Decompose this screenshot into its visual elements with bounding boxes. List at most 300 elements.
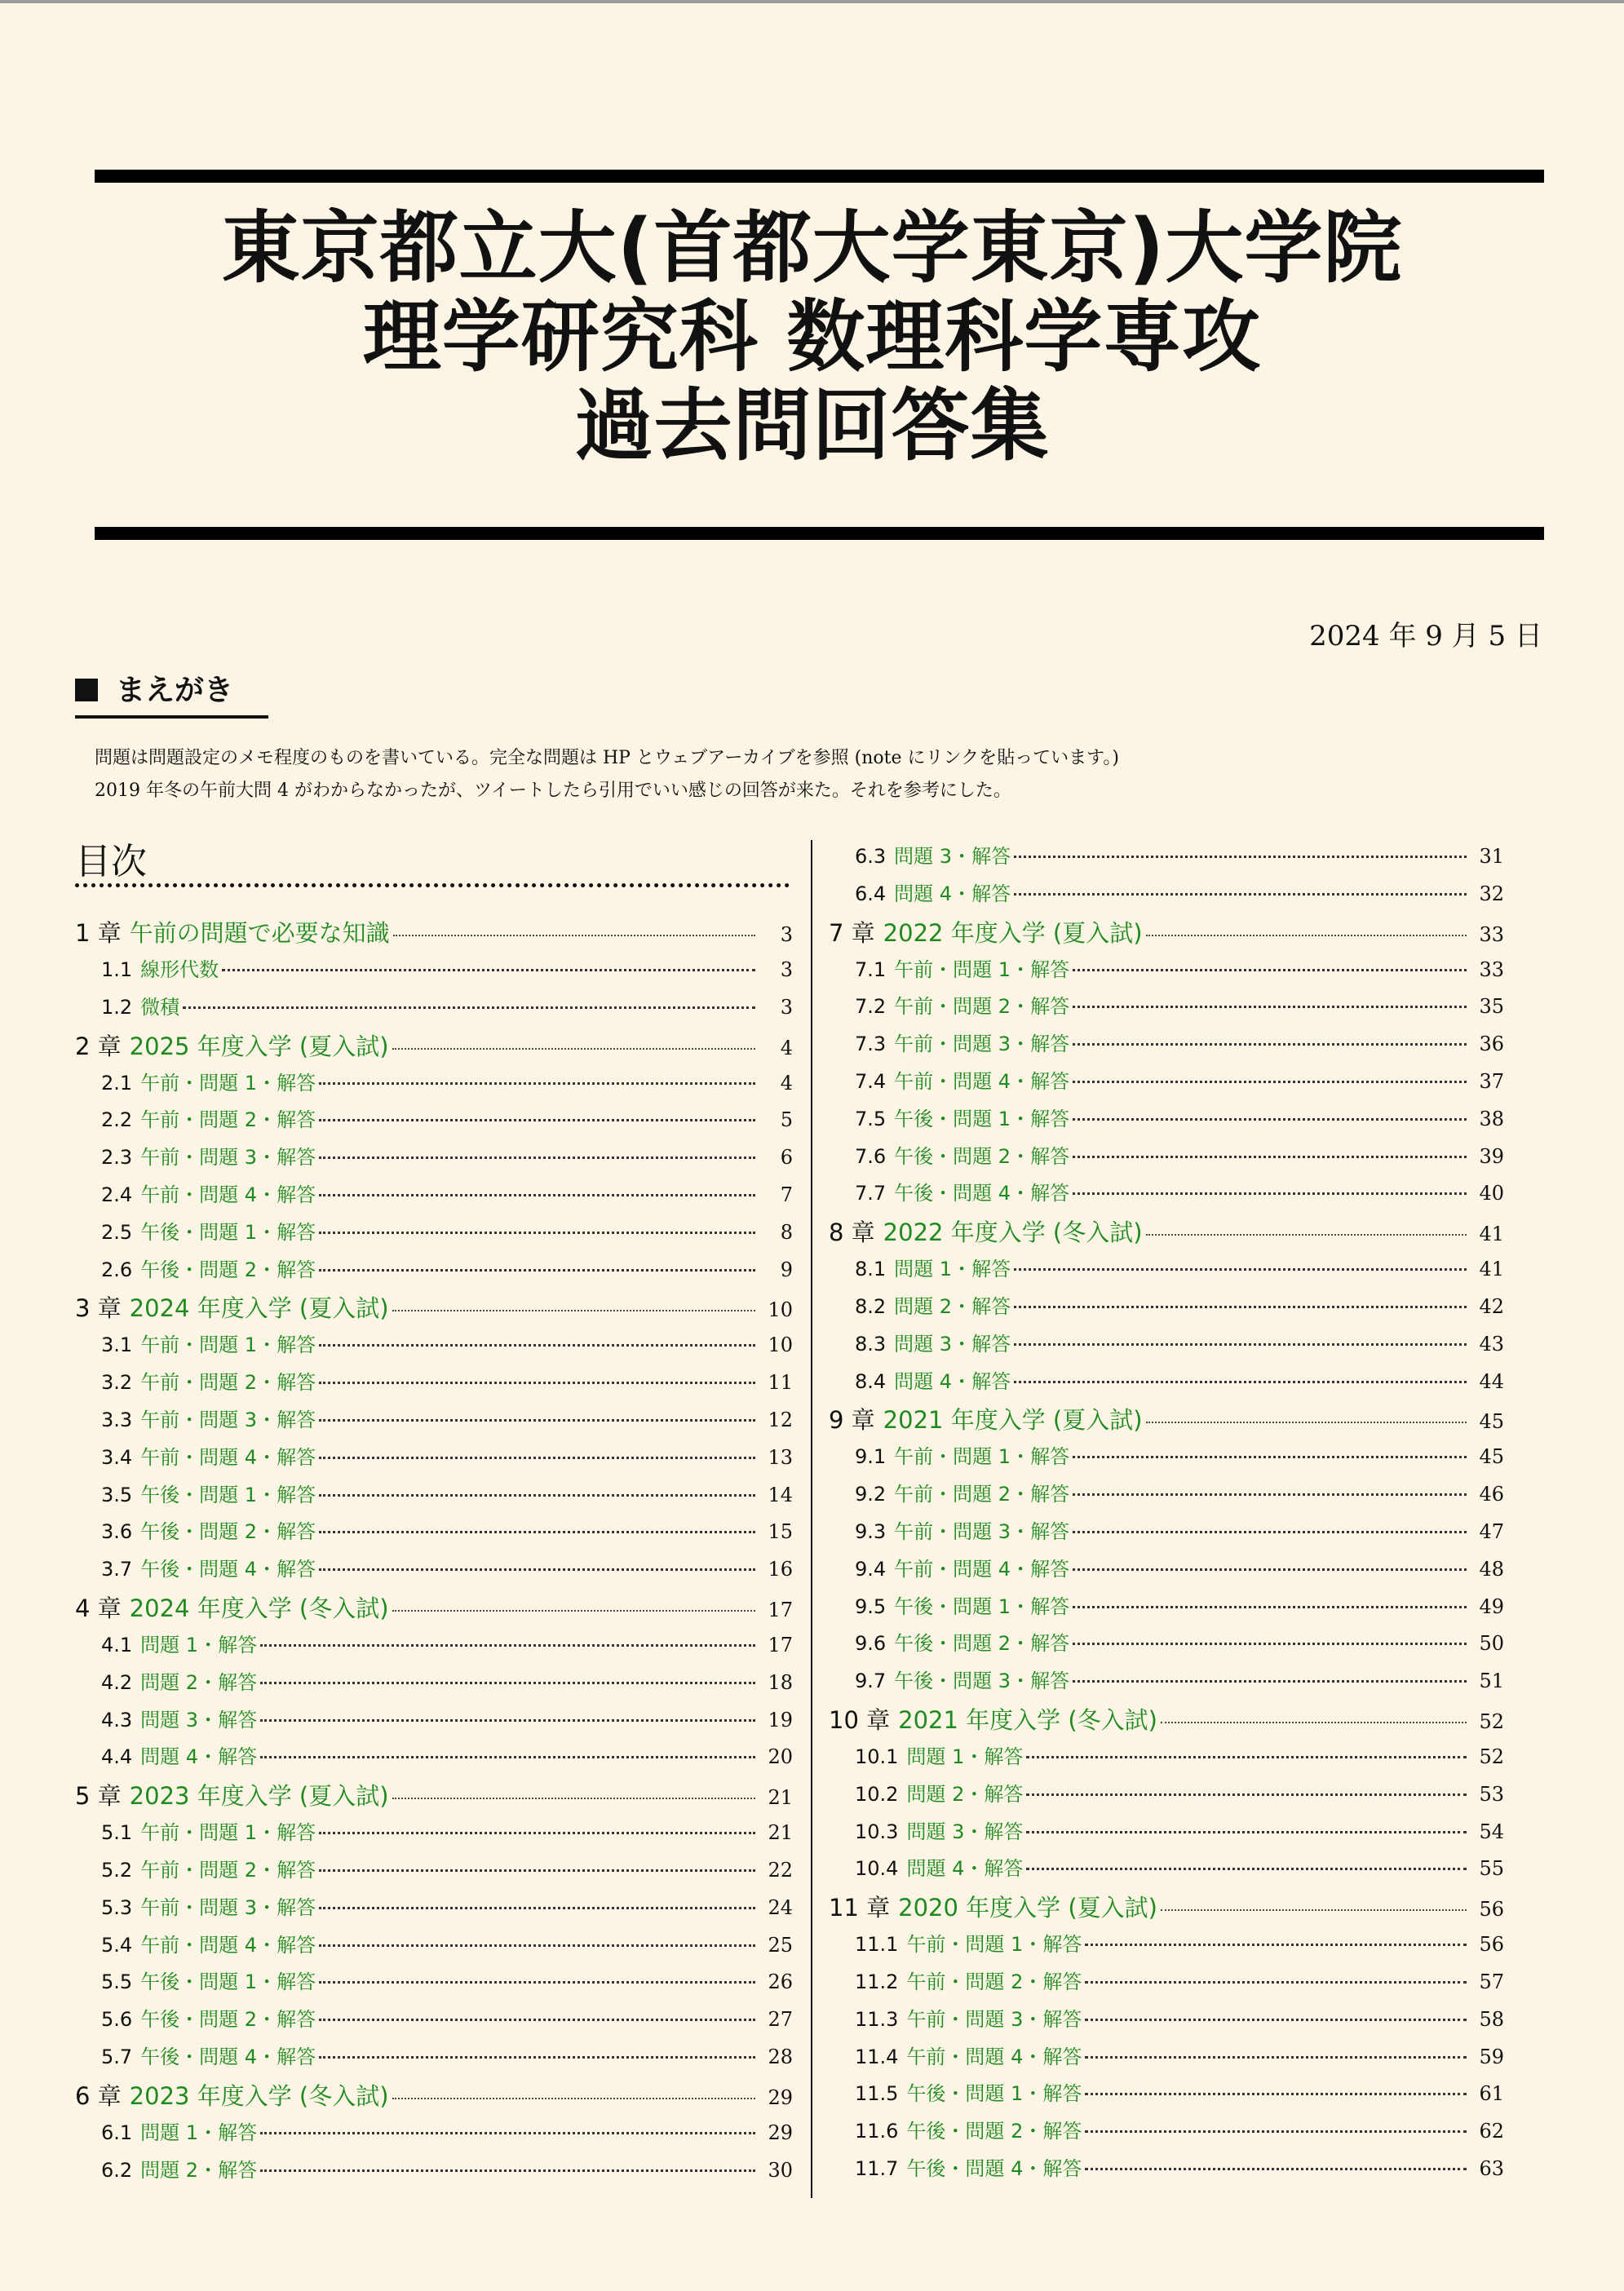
toc-entry-number: 5.3	[101, 1895, 133, 1919]
toc-entry-link[interactable]: 午前・問題 4・解答	[140, 1445, 316, 1469]
toc-entry-number: 8.4	[855, 1369, 887, 1393]
toc-dot-leader	[319, 1869, 755, 1872]
toc-section-entry[interactable]	[75, 2116, 793, 2154]
toc-section-entry[interactable]	[829, 1816, 1504, 1853]
toc-section-entry[interactable]	[75, 2154, 793, 2191]
toc-entry-link[interactable]: 午前・問題 1・解答	[140, 1333, 316, 1357]
toc-dot-leader	[1085, 2019, 1467, 2021]
toc-entry-number: 6 章	[75, 2081, 122, 2110]
toc-section-entry[interactable]	[75, 1479, 793, 1516]
toc-dot-leader	[1073, 1531, 1467, 1533]
toc-entry-link[interactable]: 午後・問題 1・解答	[906, 2082, 1082, 2106]
toc-page-number: 47	[1479, 1519, 1504, 1543]
toc-dot-leader	[1073, 1643, 1467, 1645]
toc-page-number: 35	[1479, 995, 1504, 1019]
toc-dot-leader	[1026, 1868, 1467, 1870]
toc-entry-number: 11.2	[855, 1970, 899, 1993]
toc-page-number: 54	[1479, 1820, 1504, 1843]
toc-page-number: 27	[768, 2008, 793, 2032]
toc-page-number: 39	[1479, 1144, 1504, 1168]
toc-entry-number: 4 章	[75, 1594, 122, 1622]
toc-entry-link[interactable]: 午後・問題 2・解答	[140, 1258, 316, 1281]
toc-chapter-entry[interactable]	[75, 1778, 793, 1816]
toc-entry-link[interactable]: 午前・問題 4・解答	[140, 1933, 316, 1957]
toc-entry-link[interactable]: 問題 3・解答	[140, 1708, 258, 1732]
toc-section-entry[interactable]	[75, 1141, 793, 1179]
toc-entry-link[interactable]: 午前・問題 2・解答	[894, 1483, 1070, 1506]
toc-dot-leader	[1146, 1234, 1467, 1236]
toc-entry-number: 2 章	[75, 1032, 122, 1060]
toc-entry-link[interactable]: 問題 2・解答	[140, 1670, 258, 1694]
toc-entry-number: 5.2	[101, 1858, 133, 1882]
toc-entry-link[interactable]: 午後・問題 4・解答	[140, 1558, 316, 1581]
toc-section-entry[interactable]	[75, 2041, 793, 2078]
toc-entry-link[interactable]: 午後・問題 2・解答	[140, 1520, 316, 1544]
toc-entry-number: 3.3	[101, 1408, 133, 1431]
toc-entry-link[interactable]: 午前・問題 4・解答	[140, 1183, 316, 1206]
toc-entry-link[interactable]: 午前・問題 2・解答	[140, 1371, 316, 1395]
toc-entry-number: 4.3	[101, 1708, 133, 1732]
toc-page-number: 21	[768, 1821, 793, 1845]
toc-section-entry[interactable]	[829, 1290, 1504, 1328]
toc-entry-link[interactable]: 2020 年度入学 (夏入試)	[898, 1894, 1157, 1922]
toc-section-entry[interactable]	[75, 1891, 793, 1929]
toc-entry-number: 3.2	[101, 1371, 133, 1395]
toc-section-entry[interactable]	[75, 1740, 793, 1778]
toc-entry-link[interactable]: 午前・問題 1・解答	[140, 1821, 316, 1845]
toc-section-entry[interactable]	[829, 1065, 1504, 1103]
toc-page-number: 37	[1479, 1069, 1504, 1093]
toc-dot-leader	[319, 1344, 755, 1347]
toc-entry-number: 3.7	[101, 1558, 133, 1581]
toc-entry-link[interactable]: 午後・問題 1・解答	[140, 1483, 316, 1506]
toc-dot-leader	[392, 2098, 755, 2099]
toc-entry-link[interactable]: 午前・問題 2・解答	[140, 1108, 316, 1132]
toc-entry-number: 5.5	[101, 1970, 133, 1994]
toc-page-number: 52	[1479, 1709, 1504, 1733]
toc-dot-leader	[1073, 1680, 1467, 1683]
toc-section-entry[interactable]	[829, 1740, 1504, 1778]
toc-entry-number: 7.3	[855, 1033, 887, 1056]
toc-entry-link[interactable]: 午後・問題 2・解答	[140, 2008, 316, 2032]
toc-section-entry[interactable]	[829, 2003, 1504, 2041]
title-line-3: 過去問回答集	[574, 380, 1050, 471]
toc-dot-leader	[319, 2056, 755, 2059]
toc-section-entry[interactable]	[75, 953, 793, 991]
toc-entry-link[interactable]: 2021 年度入学 (冬入試)	[898, 1705, 1157, 1734]
toc-page-number: 48	[1479, 1557, 1504, 1581]
toc-page-number: 32	[1479, 882, 1504, 905]
toc-section-entry[interactable]	[829, 1328, 1504, 1365]
toc-entry-link[interactable]: 午前・問題 1・解答	[140, 1071, 316, 1095]
toc-entry-number: 2.2	[101, 1108, 133, 1132]
toc-section-entry[interactable]	[829, 1966, 1504, 2003]
toc-dot-leader	[1073, 969, 1467, 971]
toc-section-entry[interactable]	[829, 2152, 1504, 2190]
toc-entry-number: 2.1	[101, 1071, 133, 1095]
toc-column-divider	[811, 840, 812, 2198]
toc-dot-leader	[319, 1981, 755, 1984]
toc-entry-link[interactable]: 午後・問題 1・解答	[140, 1220, 316, 1244]
preface-line: 2019 年冬の午前大問 4 がわからなかったが、ツイートしたら引用でいい感じの回答が来た。それを参考にした。	[95, 781, 1011, 801]
document-date: 2024 年 9 月 5 日	[1309, 620, 1542, 652]
toc-entry-link[interactable]: 問題 2・解答	[906, 1782, 1024, 1806]
toc-page-number: 55	[1479, 1857, 1504, 1881]
toc-page-number: 4	[780, 1036, 793, 1059]
preface-body	[95, 742, 1119, 807]
toc-chapter-entry[interactable]	[75, 2078, 793, 2116]
toc-chapter-entry[interactable]	[75, 1028, 793, 1067]
toc-entry-number: 5.1	[101, 1821, 133, 1845]
toc-entry-number: 5.6	[101, 2008, 133, 2032]
toc-section-entry[interactable]	[829, 1440, 1504, 1478]
toc-entry-link[interactable]: 午前・問題 2・解答	[894, 995, 1070, 1019]
title-bottom-rule	[95, 527, 1544, 540]
toc-entry-number: 9.3	[855, 1519, 887, 1543]
toc-dot-leader	[1085, 2056, 1467, 2059]
toc-section-entry[interactable]	[829, 1590, 1504, 1628]
toc-dot-leader	[1085, 2168, 1467, 2170]
toc-page-number: 21	[768, 1786, 793, 1810]
toc-section-entry[interactable]	[829, 1177, 1504, 1214]
toc-entry-link[interactable]: 午後・問題 1・解答	[894, 1107, 1070, 1130]
toc-entry-link[interactable]: 午後・問題 1・解答	[140, 1970, 316, 1994]
toc-section-entry[interactable]	[829, 1253, 1504, 1290]
toc-page-number: 10	[768, 1333, 793, 1357]
toc-section-entry[interactable]	[829, 1028, 1504, 1065]
toc-entry-link[interactable]: 線形代数	[140, 958, 219, 981]
toc-section-entry[interactable]	[829, 1140, 1504, 1178]
toc-section-entry[interactable]	[75, 1216, 793, 1254]
preface-heading-underline	[75, 715, 268, 719]
toc-entry-number: 3.4	[101, 1445, 133, 1469]
toc-chapter-entry[interactable]	[829, 915, 1504, 953]
toc-dot-leader	[1073, 1156, 1467, 1158]
toc-page-number: 30	[768, 2158, 793, 2182]
toc-dot-leader	[1014, 1306, 1467, 1308]
toc-entry-link[interactable]: 2022 年度入学 (冬入試)	[883, 1218, 1143, 1247]
toc-entry-number: 10.2	[855, 1782, 899, 1806]
toc-dot-leader	[1014, 1268, 1467, 1271]
toc-dot-leader	[1073, 1568, 1467, 1571]
toc-section-entry[interactable]	[829, 990, 1504, 1028]
toc-chapter-entry[interactable]	[75, 1290, 793, 1329]
toc-entry-link[interactable]: 問題 1・解答	[140, 1633, 258, 1656]
toc-section-entry[interactable]	[829, 1515, 1504, 1553]
toc-section-entry[interactable]	[829, 2041, 1504, 2078]
toc-page-number: 58	[1479, 2007, 1504, 2031]
toc-entry-link[interactable]: 微積	[140, 995, 180, 1019]
toc-page-number: 38	[1479, 1107, 1504, 1130]
toc-page-number: 22	[768, 1858, 793, 1882]
toc-dot-leader	[1073, 1192, 1467, 1195]
toc-section-entry[interactable]	[75, 1515, 793, 1553]
preface-heading-label: まえがき	[116, 674, 234, 707]
title-line-1: 東京都立大(首都大学東京)大学院	[221, 202, 1403, 294]
toc-page-number: 3	[780, 923, 793, 946]
toc-dot-leader	[319, 1907, 755, 1909]
toc-section-entry[interactable]	[829, 1103, 1504, 1140]
toc-dot-leader	[319, 1194, 755, 1196]
toc-section-entry[interactable]	[75, 1553, 793, 1590]
toc-dot-leader	[392, 1310, 755, 1311]
toc-dot-leader	[1073, 1043, 1467, 1046]
toc-page-number: 40	[1479, 1182, 1504, 1205]
toc-dot-leader	[1073, 1006, 1467, 1008]
toc-dot-leader	[1073, 1456, 1467, 1458]
toc-page-number: 29	[768, 2085, 793, 2109]
toc-section-entry[interactable]	[829, 2077, 1504, 2115]
toc-entry-number: 11.7	[855, 2156, 899, 2180]
toc-section-entry[interactable]	[829, 2115, 1504, 2152]
toc-section-entry[interactable]	[75, 1929, 793, 1966]
toc-section-entry[interactable]	[75, 1404, 793, 1441]
toc-section-entry[interactable]	[75, 1816, 793, 1854]
toc-section-entry[interactable]	[75, 1666, 793, 1704]
toc-entry-number: 6.2	[101, 2158, 133, 2182]
toc-page-number: 14	[768, 1483, 793, 1506]
toc-page-number: 28	[768, 2045, 793, 2068]
toc-entry-number: 1.1	[101, 958, 133, 981]
toc-section-entry[interactable]	[829, 878, 1504, 915]
toc-section-entry[interactable]	[75, 1103, 793, 1141]
toc-entry-link[interactable]: 問題 4・解答	[894, 1369, 1011, 1393]
toc-entry-number: 7.1	[855, 958, 887, 981]
toc-entry-link[interactable]: 問題 2・解答	[894, 1294, 1011, 1318]
toc-entry-link[interactable]: 午後・問題 4・解答	[906, 2156, 1082, 2180]
toc-page-number: 4	[780, 1071, 793, 1095]
toc-page-number: 59	[1479, 2045, 1504, 2068]
toc-entry-link[interactable]: 問題 3・解答	[906, 1820, 1024, 1843]
toc-page-number: 25	[768, 1933, 793, 1957]
toc-entry-link[interactable]: 2024 年度入学 (冬入試)	[129, 1594, 389, 1622]
toc-entry-link[interactable]: 2024 年度入学 (夏入試)	[129, 1294, 389, 1323]
toc-chapter-entry[interactable]	[75, 1590, 793, 1629]
toc-dot-leader	[260, 1682, 755, 1684]
toc-dot-leader	[222, 969, 755, 971]
toc-dot-leader	[319, 1457, 755, 1459]
toc-section-entry[interactable]	[829, 840, 1504, 878]
toc-entry-link[interactable]: 問題 2・解答	[140, 2158, 258, 2182]
toc-chapter-entry[interactable]	[829, 1402, 1504, 1440]
toc-entry-link[interactable]: 問題 4・解答	[894, 882, 1011, 905]
toc-entry-link[interactable]: 午後・問題 4・解答	[140, 2045, 316, 2068]
toc-section-entry[interactable]	[829, 953, 1504, 991]
toc-section-entry[interactable]	[75, 1629, 793, 1666]
toc-section-entry[interactable]	[75, 2003, 793, 2041]
toc-dot-leader	[1073, 1081, 1467, 1083]
toc-dot-leader	[260, 2169, 755, 2172]
toc-dot-leader	[319, 1119, 755, 1121]
title-top-rule	[95, 170, 1544, 183]
toc-entry-link[interactable]: 問題 4・解答	[906, 1857, 1024, 1881]
toc-entry-number: 4.1	[101, 1633, 133, 1656]
toc-chapter-entry[interactable]	[829, 1214, 1504, 1253]
toc-section-entry[interactable]	[829, 1778, 1504, 1816]
toc-entry-link[interactable]: 午前・問題 2・解答	[906, 1970, 1082, 1993]
toc-right-column	[829, 840, 1504, 2190]
toc-entry-link[interactable]: 午前・問題 3・解答	[140, 1895, 316, 1919]
toc-entry-link[interactable]: 午前・問題 4・解答	[894, 1069, 1070, 1093]
toc-page-number: 15	[768, 1520, 793, 1544]
toc-dot-leader	[319, 1568, 755, 1571]
toc-section-entry[interactable]	[829, 1478, 1504, 1515]
toc-entry-link[interactable]: 午前の問題で必要な知識	[129, 919, 390, 947]
toc-left-column	[75, 915, 793, 2191]
toc-dot-leader	[319, 1944, 755, 1947]
toc-page-number: 31	[1479, 845, 1504, 868]
toc-page-number: 29	[768, 2121, 793, 2144]
toc-dot-leader	[1014, 893, 1467, 896]
toc-page-number: 63	[1479, 2156, 1504, 2180]
toc-section-entry[interactable]	[829, 1928, 1504, 1966]
toc-entry-number: 7.4	[855, 1069, 887, 1093]
toc-page-number: 46	[1479, 1483, 1504, 1506]
toc-chapter-entry[interactable]	[829, 1890, 1504, 1928]
toc-section-entry[interactable]	[75, 1067, 793, 1104]
toc-page-number: 3	[780, 995, 793, 1019]
toc-dot-leader	[260, 2132, 755, 2134]
toc-section-entry[interactable]	[829, 1665, 1504, 1702]
toc-entry-link[interactable]: 午前・問題 2・解答	[140, 1858, 316, 1882]
toc-entry-link[interactable]: 午前・問題 3・解答	[906, 2007, 1082, 2031]
toc-entry-number: 7.5	[855, 1107, 887, 1130]
toc-entry-link[interactable]: 午後・問題 3・解答	[894, 1670, 1070, 1693]
toc-entry-link[interactable]: 午前・問題 1・解答	[906, 1933, 1082, 1957]
toc-entry-number: 2.6	[101, 1258, 133, 1281]
toc-dot-leader	[319, 1382, 755, 1384]
toc-entry-link[interactable]: 午後・問題 1・解答	[894, 1594, 1070, 1618]
toc-entry-link[interactable]: 問題 3・解答	[894, 1332, 1011, 1356]
toc-entry-number: 3.6	[101, 1520, 133, 1544]
toc-page-number: 56	[1479, 1933, 1504, 1957]
toc-page-number: 44	[1479, 1369, 1504, 1393]
toc-dot-leader	[1073, 1118, 1467, 1121]
toc-dot-leader	[1146, 1422, 1467, 1423]
document-title	[82, 204, 1542, 471]
toc-entry-link[interactable]: 午後・問題 2・解答	[906, 2120, 1082, 2143]
toc-dot-leader	[319, 1269, 755, 1272]
preface-line: 問題は問題設定のメモ程度のものを書いている。完全な問題は HP とウェブアーカイブを参照 (note にリンクを貼っています。)	[95, 748, 1119, 768]
toc-entry-number: 4.4	[101, 1745, 133, 1769]
toc-dot-leader	[319, 1419, 755, 1422]
toc-entry-number: 6.3	[855, 845, 887, 868]
toc-entry-link[interactable]: 問題 1・解答	[140, 2121, 258, 2144]
toc-entry-number: 2.5	[101, 1220, 133, 1244]
toc-chapter-entry[interactable]	[829, 1702, 1504, 1740]
toc-section-entry[interactable]	[75, 1366, 793, 1404]
toc-entry-link[interactable]: 午後・問題 2・解答	[894, 1632, 1070, 1656]
toc-section-entry[interactable]	[75, 1704, 793, 1741]
toc-entry-number: 8 章	[829, 1218, 875, 1247]
toc-page-number: 17	[768, 1598, 793, 1621]
toc-dot-leader	[1085, 2093, 1467, 2095]
toc-page-number: 7	[780, 1183, 793, 1206]
toc-page-number: 56	[1479, 1898, 1504, 1922]
toc-entry-link[interactable]: 午前・問題 3・解答	[140, 1408, 316, 1431]
toc-heading-dotted-rule	[75, 883, 790, 887]
toc-entry-number: 5 章	[75, 1782, 122, 1811]
toc-entry-link[interactable]: 問題 3・解答	[894, 845, 1011, 868]
toc-dot-leader	[319, 1494, 755, 1497]
title-line-2: 理学研究科 数理科学専攻	[362, 291, 1262, 383]
toc-page-number: 13	[768, 1445, 793, 1469]
toc-entry-link[interactable]: 午前・問題 3・解答	[140, 1146, 316, 1170]
toc-heading: 目次	[75, 841, 147, 882]
toc-dot-leader	[392, 1610, 755, 1612]
toc-entry-link[interactable]: 午前・問題 4・解答	[894, 1557, 1070, 1581]
toc-entry-number: 10.3	[855, 1820, 899, 1843]
toc-dot-leader	[260, 1756, 755, 1758]
toc-section-entry[interactable]	[829, 1852, 1504, 1890]
toc-entry-link[interactable]: 午前・問題 1・解答	[894, 958, 1070, 981]
toc-entry-number: 10.4	[855, 1857, 899, 1881]
toc-entry-link[interactable]: 午前・問題 3・解答	[894, 1519, 1070, 1543]
toc-page-number: 52	[1479, 1745, 1504, 1768]
square-bullet-icon	[75, 679, 98, 701]
toc-section-entry[interactable]	[75, 1854, 793, 1891]
toc-page-number: 20	[768, 1745, 793, 1769]
toc-section-entry[interactable]	[75, 1254, 793, 1291]
toc-section-entry[interactable]	[75, 1329, 793, 1366]
toc-entry-number: 8.1	[855, 1258, 887, 1281]
toc-page-number: 41	[1479, 1223, 1504, 1246]
toc-entry-link[interactable]: 午後・問題 2・解答	[894, 1144, 1070, 1168]
toc-entry-number: 10 章	[829, 1705, 891, 1734]
toc-page-number: 9	[780, 1258, 793, 1281]
toc-section-entry[interactable]	[829, 1365, 1504, 1403]
toc-entry-number: 1.2	[101, 995, 133, 1019]
toc-entry-link[interactable]: 問題 1・解答	[894, 1258, 1011, 1281]
toc-page-number: 26	[768, 1970, 793, 1994]
toc-entry-number: 3.1	[101, 1333, 133, 1357]
toc-dot-leader	[393, 935, 755, 936]
toc-dot-leader	[1073, 1606, 1467, 1608]
toc-section-entry[interactable]	[829, 1627, 1504, 1665]
toc-section-entry[interactable]	[75, 1966, 793, 2003]
toc-section-entry[interactable]	[829, 1553, 1504, 1590]
toc-dot-leader	[1014, 1343, 1467, 1346]
toc-entry-link[interactable]: 午後・問題 4・解答	[894, 1182, 1070, 1205]
toc-dot-leader	[1146, 935, 1467, 936]
toc-entry-link[interactable]: 2022 年度入学 (夏入試)	[883, 918, 1143, 947]
toc-entry-link[interactable]: 問題 1・解答	[906, 1745, 1024, 1768]
toc-entry-number: 7.7	[855, 1182, 887, 1205]
toc-entry-number: 2.3	[101, 1146, 133, 1170]
toc-entry-link[interactable]: 問題 4・解答	[140, 1745, 258, 1769]
toc-section-entry[interactable]	[75, 1441, 793, 1479]
toc-chapter-entry[interactable]	[75, 915, 793, 953]
toc-entry-link[interactable]: 2023 年度入学 (冬入試)	[129, 2081, 389, 2110]
toc-section-entry[interactable]	[75, 1179, 793, 1216]
toc-entry-link[interactable]: 2021 年度入学 (夏入試)	[883, 1406, 1143, 1435]
toc-dot-leader	[319, 1832, 755, 1834]
toc-section-entry[interactable]	[75, 991, 793, 1028]
toc-entry-number: 5.4	[101, 1933, 133, 1957]
toc-entry-number: 11.5	[855, 2082, 899, 2106]
toc-entry-link[interactable]: 午前・問題 1・解答	[894, 1445, 1070, 1469]
toc-entry-link[interactable]: 午前・問題 3・解答	[894, 1033, 1070, 1056]
toc-entry-number: 11.3	[855, 2007, 899, 2031]
toc-page-number: 6	[780, 1146, 793, 1170]
toc-entry-link[interactable]: 2025 年度入学 (夏入試)	[129, 1032, 389, 1060]
toc-entry-link[interactable]: 2023 年度入学 (夏入試)	[129, 1782, 389, 1811]
toc-dot-leader	[392, 1048, 755, 1050]
toc-entry-number: 7 章	[829, 918, 875, 947]
toc-entry-link[interactable]: 午前・問題 4・解答	[906, 2045, 1082, 2068]
toc-dot-leader	[1026, 1756, 1467, 1758]
toc-entry-number: 9.4	[855, 1557, 887, 1581]
